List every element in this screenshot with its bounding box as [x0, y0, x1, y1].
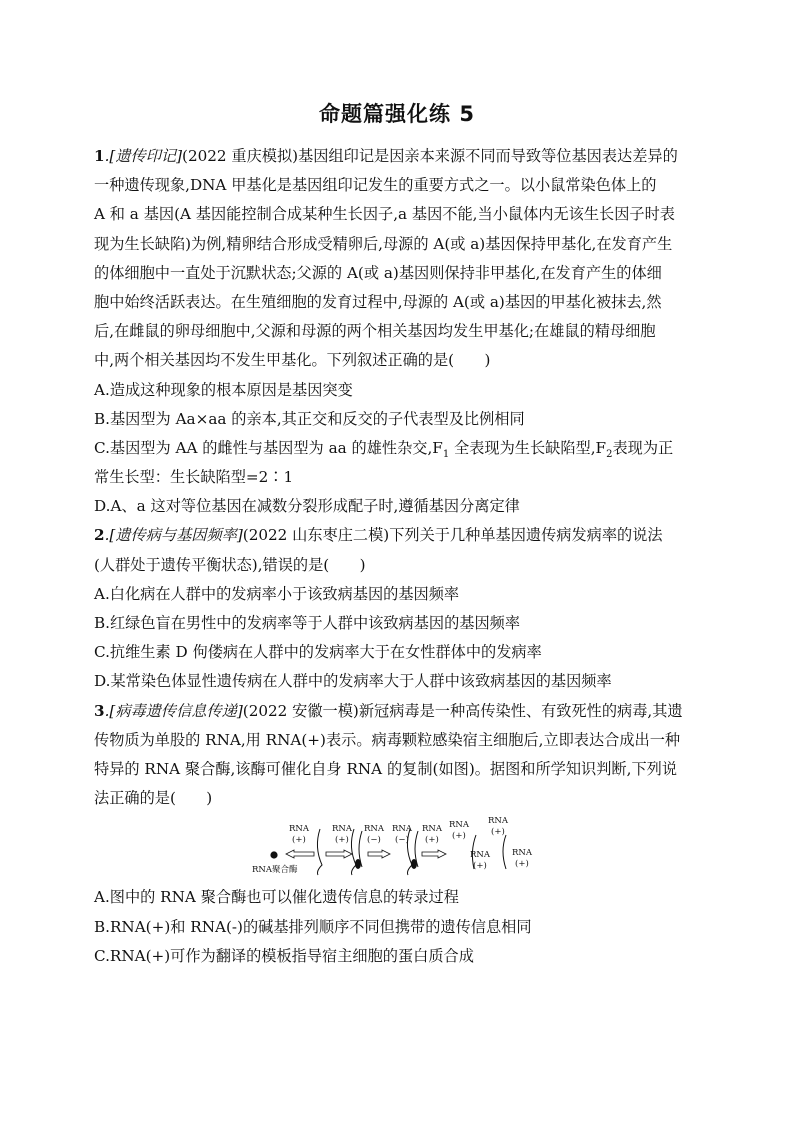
plus-label: (+)	[473, 861, 487, 872]
rna-strand-icon	[317, 829, 322, 875]
q1-line-1	[94, 142, 706, 171]
q1-stem-line: 现为生长缺陷)为例,精卵结合形成受精卵后,母源的 A(或 a)基因保持甲基化,在发育产生	[94, 234, 673, 253]
minus-label: (−)	[395, 835, 409, 846]
q3-number: 3	[94, 701, 105, 720]
q2-stem-text: (2022 山东枣庄二模)下列关于几种单基因遗传病发病率的说法	[242, 526, 663, 545]
q1-option-c	[94, 434, 706, 463]
q2-line-1	[94, 521, 706, 550]
rna-label: RNA	[449, 820, 469, 831]
q2-option-b: B.红绿色盲在男性中的发病率等于人群中该致病基因的基因频率	[94, 614, 521, 632]
q1-stem-line: 中,两个相关基因均不发生甲基化。下列叙述正确的是( )	[94, 351, 491, 370]
q3-option-b: B.RNA(+)和 RNA(-)的碱基排列顺序不同但携带的遗传信息相同	[94, 917, 532, 936]
q2-option-c: C.抗维生素 D 佝偻病在人群中的发病率大于在女性群体中的发病率	[94, 643, 542, 662]
plus-label: (+)	[515, 859, 529, 870]
q1-option-a: A.造成这种现象的根本原因是基因突变	[94, 380, 353, 399]
rna-label: RNA	[470, 850, 490, 861]
plus-label: (+)	[425, 835, 439, 846]
q2-option-d: D.某常染色体显性遗传病在人群中的发病率大于人群中该致病基因的基因频率	[94, 672, 612, 691]
q3-option-c: C.RNA(+)可作为翻译的模板指导宿主细胞的蛋白质合成	[94, 946, 474, 965]
q3-stem-line: 特异的 RNA 聚合酶,该酶可催化自身 RNA 的复制(如图)。据图和所学知识判断,下列说	[94, 759, 678, 778]
q1-stem-text: (2022 重庆模拟)基因组印记是因亲本来源不同而导致等位基因表达差异的	[182, 147, 678, 165]
q1-number: 1	[94, 147, 105, 165]
arrow-right-icon	[368, 850, 390, 858]
q2-tag: .[遗传病与基因频率]	[104, 526, 243, 545]
enzyme-dot-icon	[355, 859, 361, 869]
arrow-left-icon	[286, 850, 314, 858]
q2-number: 2	[94, 526, 105, 545]
page-title: 命题篇强化练 5	[319, 102, 475, 126]
q1-option-c-text: 全表现为生长缺陷型,F	[449, 438, 607, 457]
q1-option-c-line-2: 常生长型：生长缺陷型=2∶1	[94, 468, 294, 487]
q3-stem-line: 传物质为单股的 RNA,用 RNA(+)表示。病毒颗粒感染宿主细胞后,立即表达合成出一种	[94, 730, 681, 749]
enzyme-label: RNA聚合酶	[252, 865, 298, 876]
arrow-right-icon	[326, 850, 352, 858]
q1-stem-line: 一种遗传现象,DNA 甲基化是基因组印记发生的重要方式之一。以小鼠常染色体上的	[94, 176, 657, 195]
q1-stem-line: 胞中始终活跃表达。在生殖细胞的发育过程中,母源的 A(或 a)基因的甲基化被抹去,然	[94, 292, 662, 311]
q2-option-a: A.白化病在人群中的发病率小于该致病基因的基因频率	[94, 584, 460, 603]
question-list	[94, 142, 706, 971]
q1-option-c-text: 表现为正	[612, 438, 674, 457]
rna-replication-figure	[94, 817, 706, 879]
q1-stem-line: 的体细胞中一直处于沉默状态;父源的 A(或 a)基因则保持非甲基化,在发育产生的体细	[94, 263, 662, 282]
q2-stem-line: (人群处于遗传平衡状态),错误的是( )	[94, 555, 366, 574]
q3-tag: .[病毒遗传信息传递]	[104, 701, 243, 720]
rna-label: RNA	[488, 817, 508, 827]
q1-option-b: B.基因型为 Aa×aa 的亲本,其正交和反交的子代表型及比例相同	[94, 409, 525, 428]
q1-option-c-text: C.基因型为 AA 的雌性与基因型为 aa 的雄性杂交,F	[94, 438, 443, 457]
q1-stem-line: 后,在雌鼠的卵母细胞中,父源和母源的两个相关基因均发生甲基化;在雄鼠的精母细胞	[94, 322, 656, 341]
rna-strand-icon	[503, 835, 506, 869]
q1-stem-line: A 和 a 基因(A 基因能控制合成某种生长因子,a 基因不能,当小鼠体内无该生长因子时表	[94, 205, 675, 224]
plus-label: (+)	[491, 827, 505, 838]
arrow-right-icon	[422, 850, 446, 858]
plus-label: (+)	[452, 831, 466, 842]
q3-stem-text: (2022 安徽一模)新冠病毒是一种高传染性、有致死性的病毒,其遗	[242, 701, 683, 720]
rna-label: RNA	[422, 824, 442, 835]
q3-option-a: A.图中的 RNA 聚合酶也可以催化遗传信息的转录过程	[94, 888, 459, 907]
subscript-1: 1	[442, 448, 450, 460]
subscript-2: 2	[606, 448, 613, 460]
q1-option-d: D.A、a 这对等位基因在减数分裂形成配子时,遵循基因分离定律	[94, 497, 520, 516]
enzyme-dot-icon	[270, 852, 277, 859]
rna-replication-diagram	[244, 817, 544, 879]
plus-label: (+)	[335, 835, 349, 846]
rna-strand-icon	[351, 829, 356, 875]
rna-label: RNA	[364, 824, 384, 835]
rna-label: RNA	[512, 848, 532, 859]
q1-tag: .[遗传印记]	[104, 147, 183, 165]
q3-line-1	[94, 697, 706, 726]
rna-label: RNA	[392, 824, 412, 835]
rna-label: RNA	[332, 824, 352, 835]
plus-label: (+)	[292, 835, 306, 846]
enzyme-dot-icon	[411, 859, 417, 869]
minus-label: (−)	[367, 835, 381, 846]
rna-strand-icon	[407, 829, 412, 875]
q3-stem-line: 法正确的是( )	[94, 789, 213, 808]
rna-label: RNA	[289, 824, 309, 835]
